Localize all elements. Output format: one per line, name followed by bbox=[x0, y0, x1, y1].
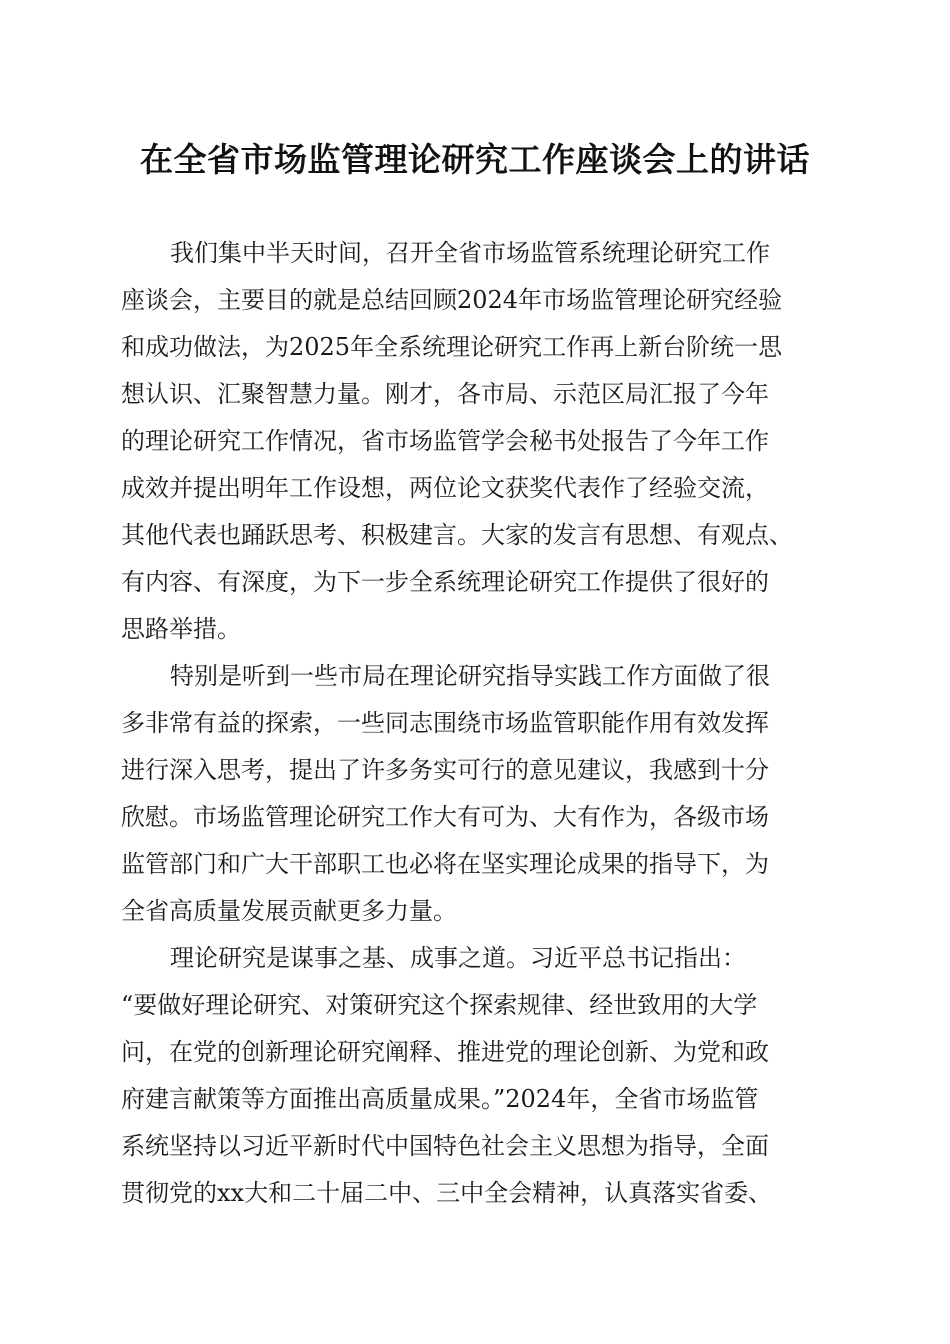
text-line: 有内容、有深度，为下一步全系统理论研究工作提供了很好的 bbox=[121, 568, 769, 596]
text-line: 座谈会，主要目的就是总结回顾2024年市场监管理论研究经验 bbox=[121, 286, 783, 314]
text-line: 问，在党的创新理论研究阐释、推进党的理论创新、为党和政 bbox=[121, 1038, 769, 1066]
text-line: 监管部门和广大干部职工也必将在坚实理论成果的指导下，为 bbox=[121, 850, 769, 878]
text-line: 多非常有益的探索，一些同志围绕市场监管职能作用有效发挥 bbox=[121, 709, 769, 737]
text-line: 欣慰。市场监管理论研究工作大有可为、大有作为，各级市场 bbox=[121, 803, 769, 831]
text-line: 全省高质量发展贡献更多力量。 bbox=[121, 897, 457, 925]
text-line: 系统坚持以习近平新时代中国特色社会主义思想为指导，全面 bbox=[121, 1132, 769, 1160]
text-line: 进行深入思考，提出了许多务实可行的意见建议，我感到十分 bbox=[121, 756, 769, 784]
text-line: 府建言献策等方面推出高质量成果。”2024年，全省市场监管 bbox=[121, 1085, 759, 1113]
text-line: 思路举措。 bbox=[121, 615, 241, 643]
text-line: 想认识、汇聚智慧力量。刚才，各市局、示范区局汇报了今年 bbox=[121, 380, 769, 408]
document-title: 在全省市场监管理论研究工作座谈会上的讲话 bbox=[140, 140, 810, 179]
text-line: 我们集中半天时间，召开全省市场监管系统理论研究工作 bbox=[170, 239, 770, 267]
text-line: 理论研究是谋事之基、成事之道。习近平总书记指出： bbox=[170, 944, 746, 972]
text-line: 贯彻党的xx大和二十届二中、三中全会精神，认真落实省委、 bbox=[121, 1179, 773, 1207]
text-line: 其他代表也踊跃思考、积极建言。大家的发言有思想、有观点、 bbox=[121, 521, 793, 549]
text-line: 的理论研究工作情况，省市场监管学会秘书处报告了今年工作 bbox=[121, 427, 769, 455]
text-line: 特别是听到一些市局在理论研究指导实践工作方面做了很 bbox=[170, 662, 770, 690]
text-line: “要做好理论研究、对策研究这个探索规律、经世致用的大学 bbox=[121, 991, 758, 1019]
text-line: 成效并提出明年工作设想，两位论文获奖代表作了经验交流， bbox=[121, 474, 769, 502]
text-line: 和成功做法，为2025年全系统理论研究工作再上新台阶统一思 bbox=[121, 333, 783, 361]
